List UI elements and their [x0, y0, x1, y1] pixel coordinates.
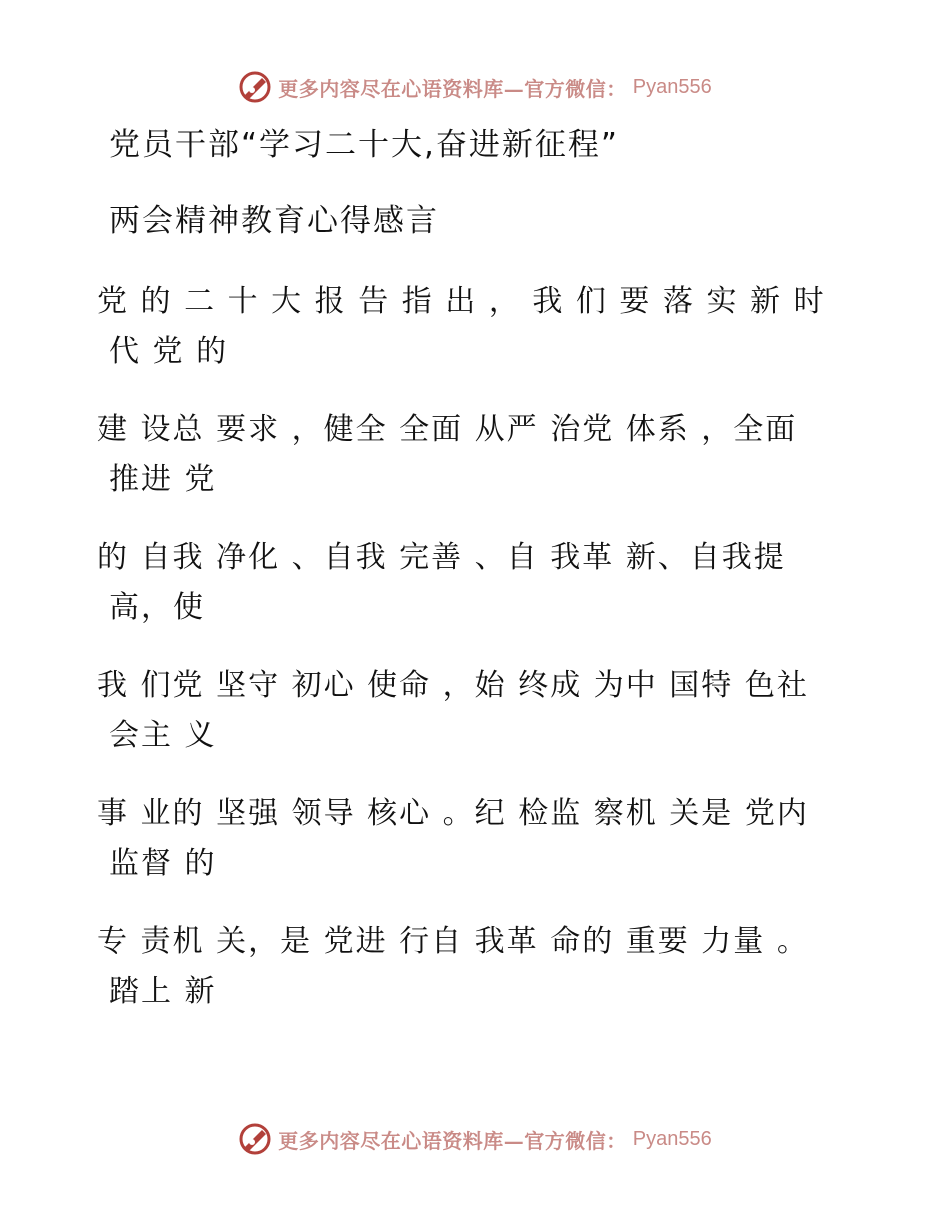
paragraph-line-3: 的 自我 净化 、自我 完善 、自 我革 新、自我提 高，使	[97, 540, 798, 625]
watermark-text: 更多内容尽在心语资料库—官方微信：	[278, 1128, 627, 1153]
header-watermark	[0, 70, 950, 104]
document-title-line-1: 党员干部“学习二十大,奋进新征程”	[109, 127, 619, 163]
document-body	[97, 125, 837, 1045]
watermark-text: 更多内容尽在心语资料库—官方微信：	[278, 76, 627, 101]
document-title-line-2: 两会精神教育心得感言	[109, 203, 439, 239]
paragraph-line-4: 我 们党 坚守 初心 使命 ，始 终成 为中 国特 色社 会主 义	[97, 668, 821, 753]
pen-logo-icon	[238, 70, 272, 104]
paragraph-line-5: 事 业的 坚强 领导 核心 。纪 检监 察机 关是 党内 监督 的	[97, 796, 821, 881]
watermark-contact: Pyan556	[632, 75, 712, 98]
footer-watermark	[0, 1122, 950, 1156]
pen-logo-icon	[238, 1122, 272, 1156]
paragraph-line-2: 建 设总 要求 ，健全 全面 从严 治党 体系 ，全面 推进 党	[97, 412, 809, 497]
watermark-contact: Pyan556	[632, 1127, 712, 1150]
paragraph-line-1: 党 的 二 十 大 报 告 指 出 ， 我 们 要 落 实 新 时 代 党 的	[97, 284, 838, 369]
paragraph-line-6: 专 责机 关，是 党进 行自 我革 命的 重要 力量 。踏上 新	[97, 924, 809, 1009]
